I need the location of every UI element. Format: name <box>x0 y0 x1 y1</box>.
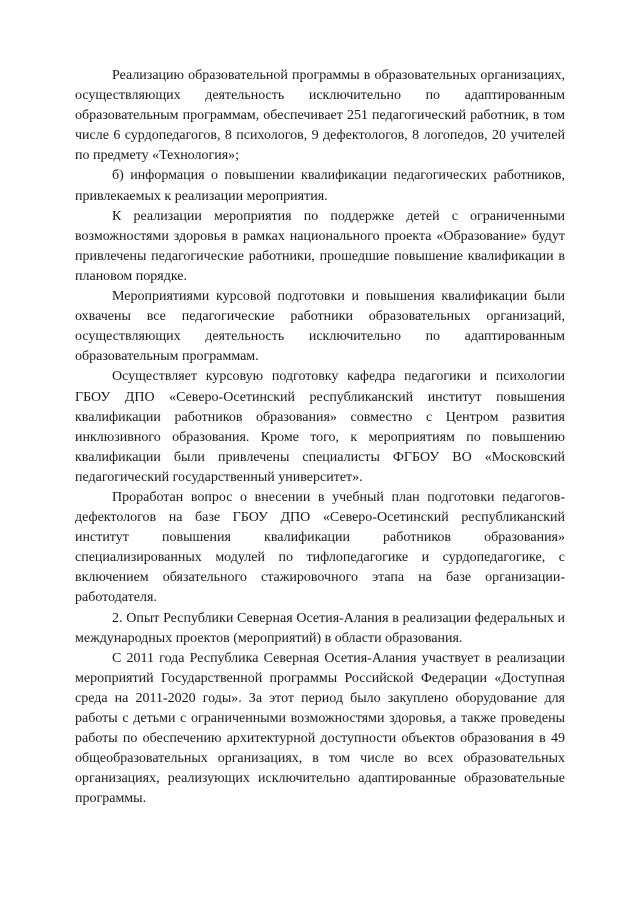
paragraph-staffing: Реализацию образовательной программы в образовательных организациях, осуществляющих деятельность исключительно по адаптированным образовательным программам, обеспечивает 251 педагогический работник, в том числе 6 сурдопедагогов, 8 психологов, 9 дефектологов, 8 логопедов, 20 учителей по предмету «Технология»; <box>75 68 565 164</box>
paragraph-national-project: К реализации мероприятия по поддержке детей с ограниченными возможностями здоровья в рамках национального проекта «Образование» будут привлечены педагогические работники, прошедшие повышение квалификации в плановом порядке. <box>75 208 565 284</box>
section-heading-experience: 2. Опыт Республики Северная Осетия-Алания в реализации федеральных и международных проектов (мероприятий) в области образования. <box>75 610 565 646</box>
paragraph-department: Осуществляет курсовую подготовку кафедра педагогики и психологии ГБОУ ДПО «Северо-Осетинский республиканский институт повышения квалификации работников образования» совместно с Центром развития инклюзивного образования. Кроме того, к мероприятиям по повышению квалификации были привлечены специалисты ФГБОУ ВО «Московский педагогический государственный университет». <box>75 369 565 485</box>
paragraph-qualification-info: б) информация о повышении квалификации педагогических работников, привлекаемых к реализации мероприятия. <box>75 168 565 204</box>
paragraph-accessible-environment: С 2011 года Республика Северная Осетия-Алания участвует в реализации мероприятий Государственной программы Российской Федерации «Доступная среда на 2011-2020 годы». За этот период было закуплено оборудование для работы с детьми с ограниченными возможностями здоровья, а также проведены работы по обеспечению архитектурной доступности объектов образования в 49 общеобразовательных организациях, в том числе во всех образовательных организациях, реализующих исключительно адаптированные образовательные программы. <box>75 650 565 807</box>
paragraph-courses: Мероприятиями курсовой подготовки и повышения квалификации были охвачены все педагогические работники образовательных организаций, осуществляющих деятельность исключительно по адаптированным образовательным программам. <box>75 289 565 365</box>
paragraph-curriculum: Проработан вопрос о внесении в учебный план подготовки педагогов-дефектологов на базе ГБОУ ДПО «Северо-Осетинский республиканский институт повышения квалификации работников образования» специализированных модулей по тифлопедагогике и сурдопедагогике, с включением обязательного стажировочного этапа на базе организации-работодателя. <box>75 489 565 606</box>
document-page <box>75 66 565 809</box>
